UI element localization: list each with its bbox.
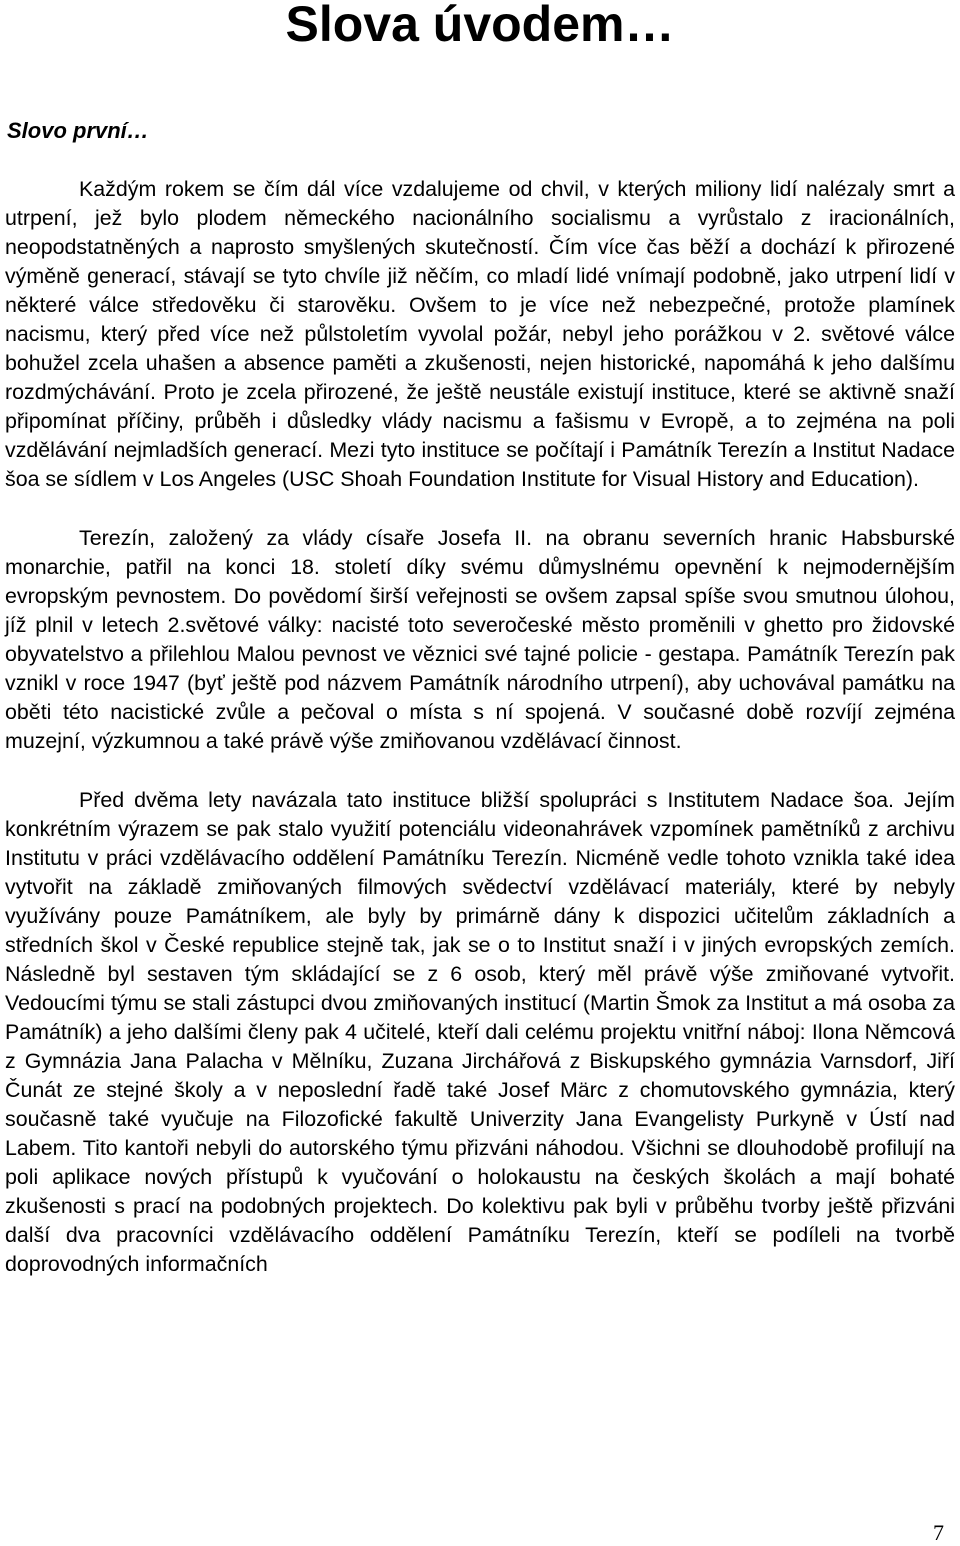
page-title: Slova úvodem…	[285, 0, 675, 52]
body-text	[5, 175, 955, 1309]
paragraph-2: Terezín, založený za vlády císaře Josefa II. na obranu severních hranic Habsburské monarchie, patřil na konci 18. století díky svému důmyslnému opevnění k nejmodernějším evropským pevnostem. Do povědomí širší veřejnosti se ovšem zapsal spíše svou smutnou úlohou, jíž plnil v letech 2.světové války: nacisté toto severočeské město proměnili v ghetto pro židovské obyvatelstvo a přilehlou Malou pevnost ve věznici své tajné policie - gestapa. Památník Terezín pak vznikl v roce 1947 (byť ještě pod názvem Památník národního utrpení), aby uchovával památku na oběti této nacistické zvůle a pečoval o místa s ní spojená. V současné době rozvíjí zejména muzejní, výzkumnou a také právě výše zmiňovanou vzdělávací činnost.	[5, 526, 955, 753]
paragraph-1: Každým rokem se čím dál více vzdalujeme od chvil, v kterých miliony lidí nalézaly smrt a utrpení, jež bylo plodem německého nacionálního socialismu a vyrůstalo z iracionálních, neopodstatněných a naprosto smyšlených skutečností. Čím více čas běží a dochází k přirozené výměně generací, stávají se tyto chvíle již něčím, co mladí lidé vnímají podobně, jako utrpení lidí v některé válce středověku či starověku. Ovšem to je více než nebezpečné, protože plamínek nacismu, který před více než půlstoletím vyvolal požár, nebyl jeho porážkou v 2. světové válce bohužel zcela uhašen a absence paměti a zkušenosti, nejen historické, napomáhá k jeho dalšímu rozdmýchávání. Proto je zcela přirozené, že ještě neustále existují instituce, které se aktivně snaží připomínat příčiny, průběh i důsledky vlády nacismu a fašismu v Evropě, a to zejména na poli vzdělávání nejmladších generací. Mezi tyto instituce se počítají i Památník Terezín a Institut Nadace šoa se sídlem v Los Angeles (USC Shoah Foundation Institute for Visual History and Education).	[5, 177, 955, 491]
page-number: 7	[933, 1520, 944, 1545]
paragraph-3: Před dvěma lety navázala tato instituce bližší spolupráci s Institutem Nadace šoa. Jejím konkrétním výrazem se pak stalo využití potenciálu videonahrávek vzpomínek pamětníků z archivu Institutu v práci vzdělávacího oddělení Památníku Terezín. Nicméně vedle tohoto vznikla také idea vytvořit na základě zmiňovaných filmových svědectví vzdělávací materiály, které by nebyly využívány pouze Památníkem, ale byly by primárně dány k dispozici učitelům základních a středních škol v České republice stejně tak, jak se o to Institut snaží i v jiných evropských zemích. Následně byl sestaven tým skládající se z 6 osob, který měl právě výše zmiňované vytvořit. Vedoucími týmu se stali zástupci dvou zmiňovaných institucí (Martin Šmok za Institut a má osoba za Památník) a jeho dalšími členy pak 4 učitelé, kteří dali celému projektu vnitřní náboj: Ilona Němcová z Gymnázia Jana Palacha v Mělníku, Zuzana Jirchářová z Biskupského gymnázia Varnsdorf, Jiří Čunát ze stejné školy a v neposlední řadě také Josef Märc z chomutovského gymnázia, který současně také vyučuje na Filozofické fakultě Univerzity Jana Evangelisty Purkyně v Ústí nad Labem. Tito kantoři nebyli do autorského týmu přizváni náhodou. Všichni se dlouhodobě profilují na poli aplikace nových přístupů k vyučování o holokaustu na českých školách a mají bohaté zkušenosti s prací na podobných projektech. Do kolektivu pak byli v průběhu tvorby ještě přizváni další dva pracovníci vzdělávacího oddělení Památníku Terezín, kteří se podíleli na tvorbě doprovodných informačních	[5, 788, 955, 1276]
section-heading: Slovo první…	[7, 118, 149, 143]
